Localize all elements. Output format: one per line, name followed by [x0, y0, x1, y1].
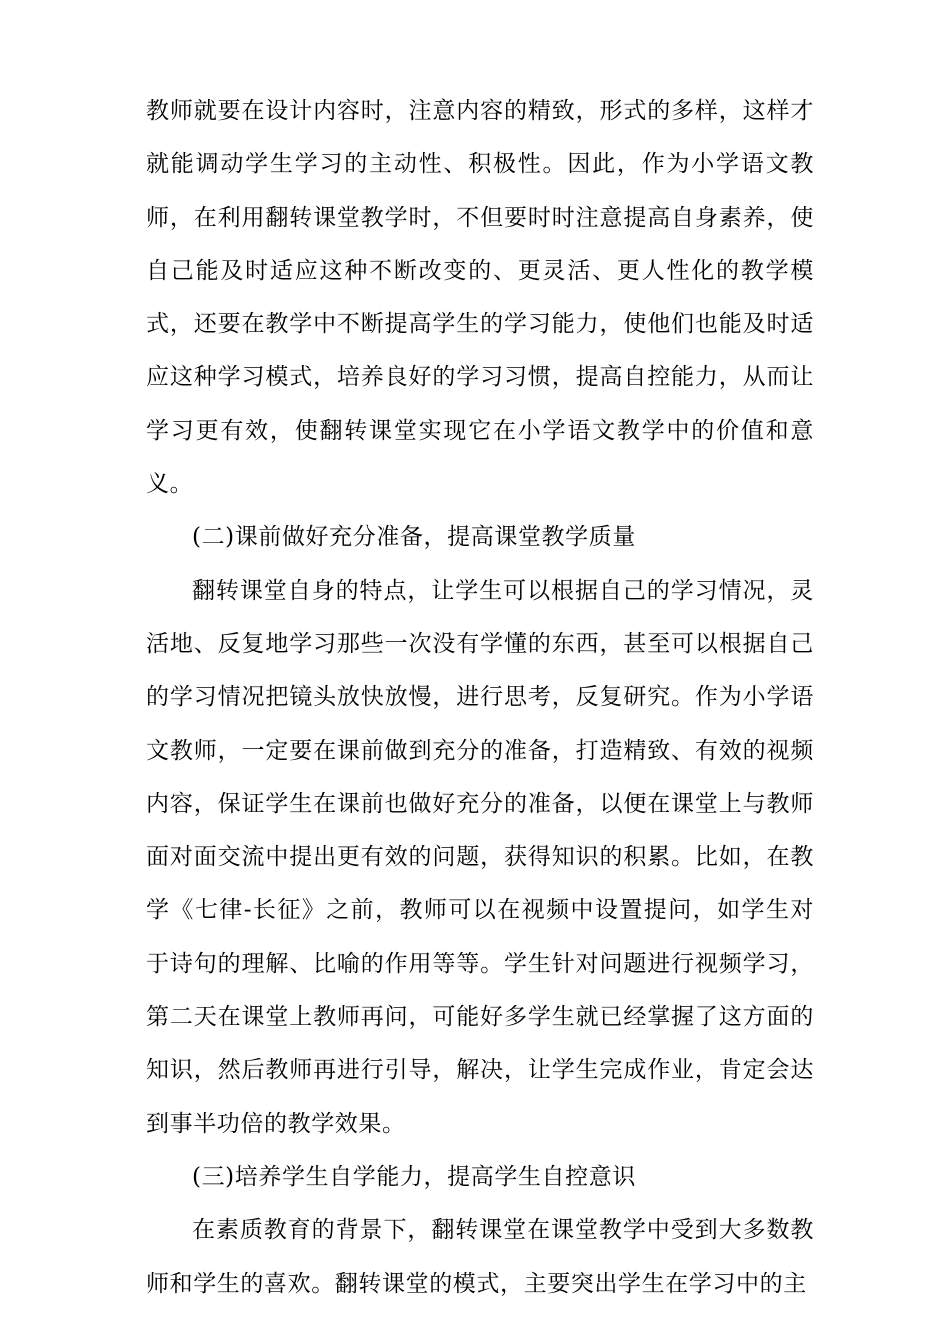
- section-heading-3: (三)培养学生自学能力，提高学生自控意识: [192, 1163, 636, 1190]
- section-heading-2: (二)课前做好充分准备，提高课堂教学质量: [192, 524, 636, 551]
- document-page: [146, 85, 814, 1311]
- body-paragraph: 翻转课堂自身的特点，让学生可以根据自己的学习情况，灵活地、反复地学习那些一次没有学懂的东西，甚至可以根据自己的学习情况把镜头放快放慢，进行思考，反复研究。作为小学语文教师，一定要在课前做到充分的准备，打造精致、有效的视频内容，保证学生在课前也做好充分的准备，以便在课堂上与教师面对面交流中提出更有效的问题，获得知识的积累。比如，在教学《七律-长征》之前，教师可以在视频中设置提问，如学生对于诗句的理解、比喻的作用等等。学生针对问题进行视频学习，第二天在课堂上教师再问，可能好多学生就已经掌握了这方面的知识，然后教师再进行引导，解决，让学生完成作业，肯定会达到事半功倍的教学效果。: [146, 577, 814, 1137]
- body-paragraph: 在素质教育的背景下，翻转课堂在课堂教学中受到大多数教师和学生的喜欢。翻转课堂的模式，主要突出学生在学习中的主: [146, 1217, 814, 1297]
- body-paragraph-continued: 教师就要在设计内容时，注意内容的精致，形式的多样，这样才就能调动学生学习的主动性、积极性。因此，作为小学语文教师，在利用翻转课堂教学时，不但要时时注意提高自身素养，使自己能及时适应这种不断改变的、更灵活、更人性化的教学模式，还要在教学中不断提高学生的学习能力，使他们也能及时适应这种学习模式，培养良好的学习习惯，提高自控能力，从而让学习更有效，使翻转课堂实现它在小学语文教学中的价值和意义。: [146, 98, 814, 498]
